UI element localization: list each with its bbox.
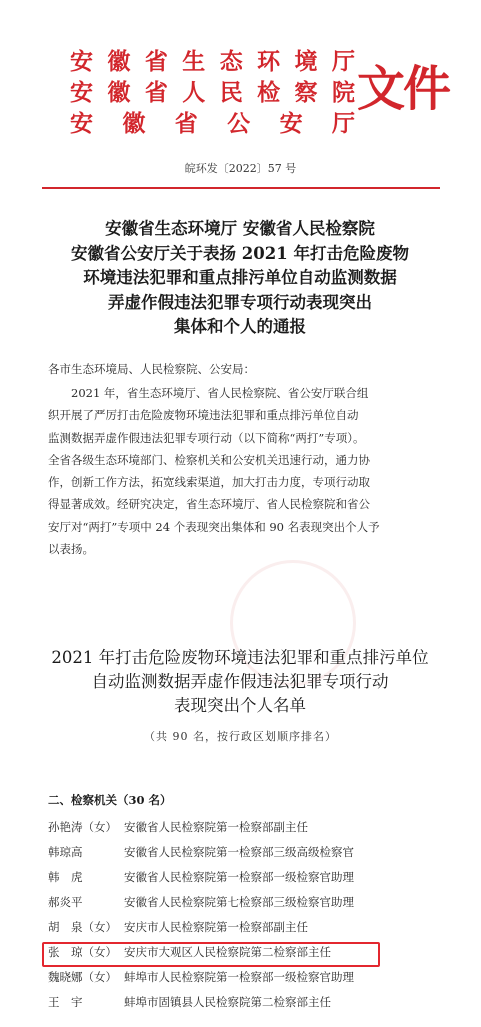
notice-title-line: 安徽省公安厅关于表扬 2021 年打击危险废物 [71, 243, 409, 263]
body-line: 得显著成效。经研究决定，省生态环境厅、省人民检察院和省公 [48, 497, 370, 512]
honoree-name: 王 宇 [48, 995, 83, 1009]
list-note: （共 90 名，按行政区划顺序排名） [144, 730, 337, 743]
body-paragraph [48, 382, 442, 560]
section-title-procuratorate: 二、检察机关（30 名） [48, 793, 172, 807]
body-line: 监测数据弄虚作假违法犯罪专项行动（以下简称“两打”专项）。 [48, 430, 365, 445]
body-line: 安厅对“两打”专项中 24 个表现突出集体和 90 名表现突出个人予 [48, 519, 380, 534]
honoree-name: 韩琼高 [48, 845, 83, 859]
issuer-ecology-department: 安 徽 省 生 态 环 境 厅 [70, 48, 355, 75]
list-title [30, 646, 450, 718]
notice-title-line: 弄虚作假违法犯罪专项行动表现突出 [108, 292, 372, 312]
body-line: 2021 年，省生态环境厅、省人民检察院、省公安厅联合组 [48, 386, 369, 400]
notice-title-line: 集体和个人的通报 [174, 317, 306, 336]
honoree-position: 安徽省人民检察院第一检察部三级高级检察官 [124, 845, 354, 859]
honoree-position: 安庆市人民检察院第一检察部副主任 [124, 920, 308, 934]
body-line: 作，创新工作方法，拓宽线索渠道，加大打击力度，专项行动取 [48, 475, 370, 490]
honoree-position: 安徽省人民检察院第七检察部三级检察官助理 [124, 895, 354, 909]
document-number: 皖环发〔2022〕57 号 [184, 162, 297, 175]
document-wenjian-mark: 文件 [357, 61, 450, 117]
honoree-position: 蚌埠市固镇县人民检察院第二检察部主任 [124, 995, 331, 1009]
honoree-name: 胡 泉（女） [48, 920, 117, 934]
list-title-line: 2021 年打击危险废物环境违法犯罪和重点排污单位 [51, 648, 429, 667]
body-line: 全省各级生态环境部门、检察机关和公安机关迅速行动，通力协 [48, 452, 370, 467]
honoree-position: 蚌埠市人民检察院第一检察部一级检察官助理 [124, 970, 354, 984]
body-line: 以表扬。 [48, 542, 94, 557]
honoree-position: 安徽省人民检察院第一检察部一级检察官助理 [124, 870, 354, 884]
honoree-name: 孙艳涛（女） [48, 820, 117, 834]
honoree-list [48, 815, 448, 1015]
issuer-public-security: 安 徽 省 公 安 厅 [70, 110, 355, 137]
honoree-row [48, 840, 448, 865]
honoree-position: 安庆市大观区人民检察院第二检察部主任 [124, 945, 331, 959]
honoree-name: 张 琼（女） [48, 945, 117, 959]
honoree-name: 魏晓娜（女） [48, 970, 117, 984]
issuer-procuratorate: 安 徽 省 人 民 检 察 院 [70, 79, 355, 106]
honoree-row-highlighted [48, 940, 448, 965]
notice-title [30, 217, 450, 340]
honoree-row [48, 815, 448, 840]
honoree-row [48, 890, 448, 915]
list-title-line: 自动监测数据弄虚作假违法犯罪专项行动 [91, 672, 389, 691]
honoree-row [48, 990, 448, 1015]
notice-title-line: 安徽省生态环境厅 安徽省人民检察院 [105, 219, 375, 238]
honoree-name: 郝炎平 [48, 895, 83, 909]
honoree-row [48, 965, 448, 990]
honoree-row [48, 915, 448, 940]
issuing-agencies [70, 46, 355, 139]
salutation: 各市生态环境局、人民检察院、公安局： [48, 362, 255, 376]
honoree-position: 安徽省人民检察院第一检察部副主任 [124, 820, 308, 834]
honoree-row [48, 865, 448, 890]
red-divider-line [42, 187, 440, 189]
notice-title-line: 环境违法犯罪和重点排污单位自动监测数据 [83, 268, 397, 287]
honoree-name: 韩 虎 [48, 870, 83, 884]
list-title-line: 表现突出个人名单 [174, 696, 306, 715]
body-line: 织开展了严厉打击危险废物环境违法犯罪和重点排污单位自动 [48, 408, 359, 423]
